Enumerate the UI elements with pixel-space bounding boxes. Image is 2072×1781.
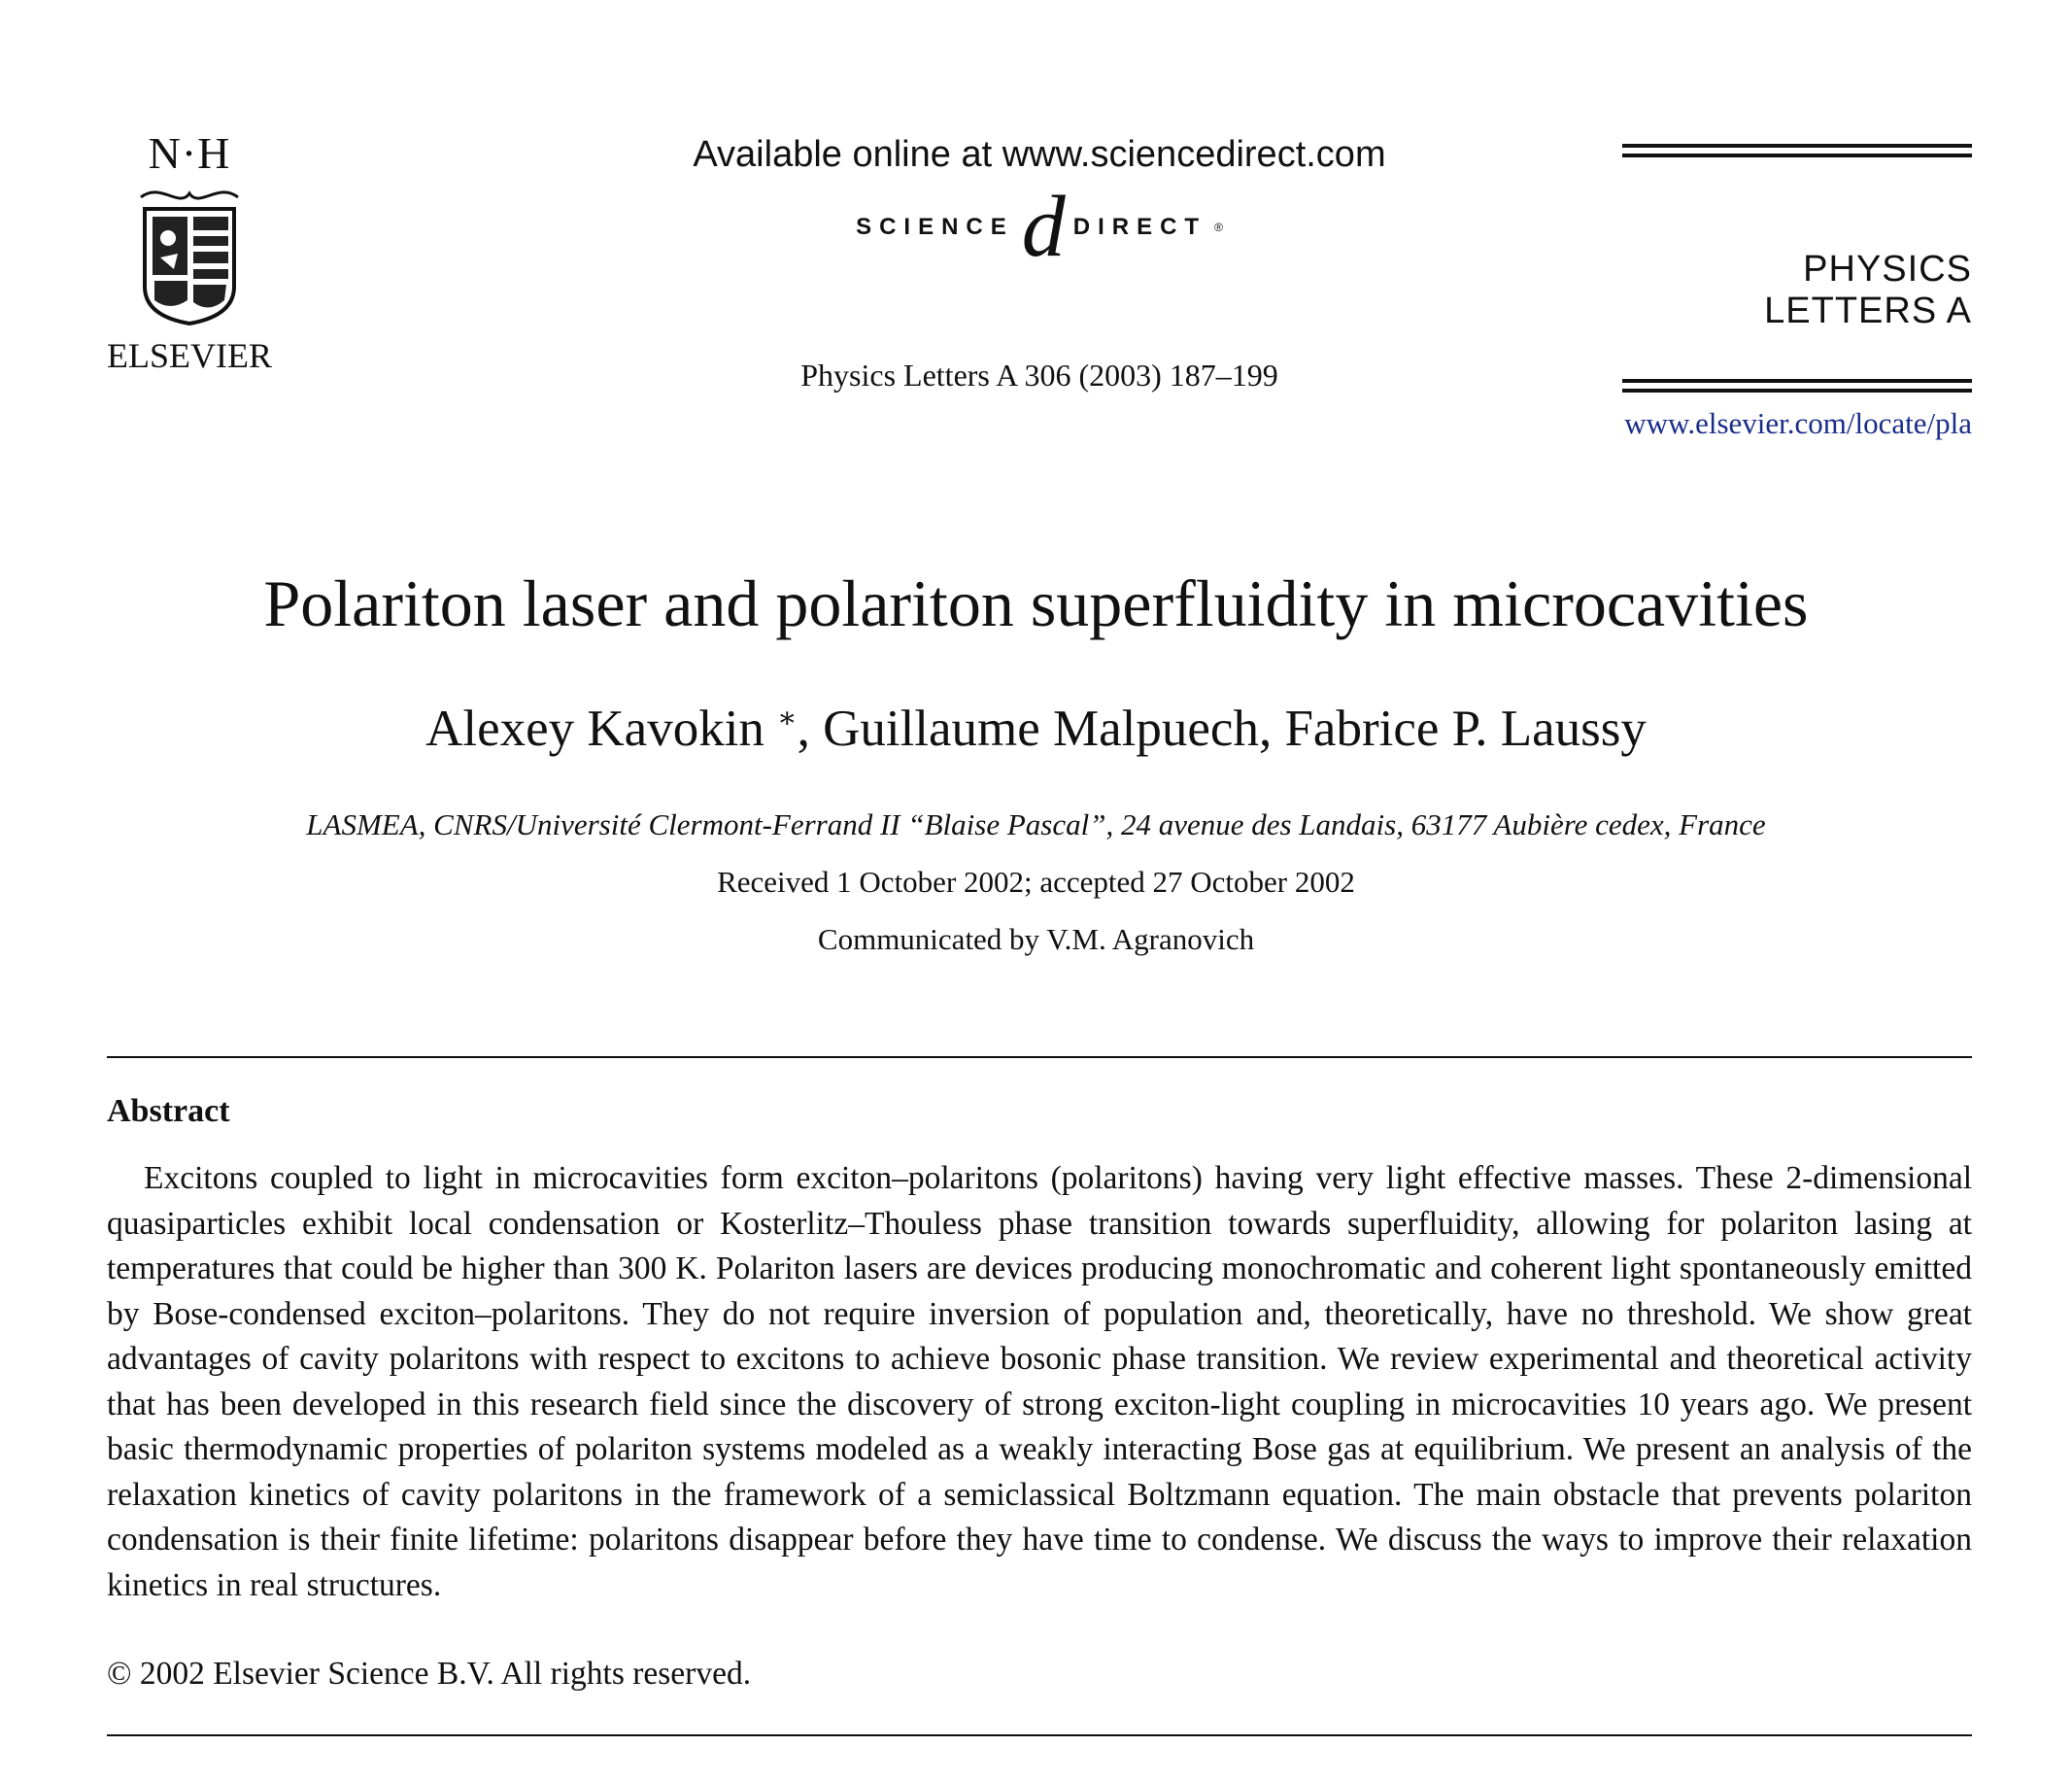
publisher-logo xyxy=(107,128,272,376)
abstract-bottom-rule xyxy=(107,1734,1972,1736)
publisher-monogram: N·H xyxy=(148,128,231,178)
author-list xyxy=(0,700,2072,758)
elsevier-tree-icon xyxy=(131,180,248,325)
journal-url-link[interactable]: www.elsevier.com/locate/pla xyxy=(1624,406,1972,440)
sd-mark: d xyxy=(1021,179,1066,275)
sd-registered: ® xyxy=(1214,221,1223,234)
masthead-bottom-rule xyxy=(1622,379,1972,393)
sd-right-word: DIRECT xyxy=(1072,214,1207,240)
abstract-heading: Abstract xyxy=(107,1093,230,1129)
abstract-body: Excitons coupled to light in microcavities form exciton–polaritons (polaritons) having very light effective masses. These 2-dimensional quasiparticles exhibit local condensation or Kosterlitz–Thouless phase transition towards superfluidity, allowing for polariton lasing at temperatures that could be higher than 300 K. Polariton lasers are devices producing monochromatic and coherent light spontaneously emitted by Bose-condensed exciton–polaritons. They do not require inversion of population and, theoretically, have no threshold. We show great advantages of cavity polaritons with respect to excitons to achieve bosonic phase transition. We review experimental and theoretical activity that has been developed in this research field since the discovery of strong exciton-light coupling in microcavities 10 years ago. We present basic thermodynamic properties of polariton systems modeled as a weakly interacting Bose gas at equilibrium. We present an analysis of the relaxation kinetics of cavity polaritons in the framework of a semiclassical Boltzmann equation. The main obstacle that prevents polariton condensation is their finite lifetime: polaritons disappear before they have time to condense. We discuss the ways to improve their relaxation kinetics in real structures. xyxy=(107,1160,1972,1603)
copyright-notice: © 2002 Elsevier Science B.V. All rights reserved. xyxy=(107,1656,752,1692)
available-online-text: Available online at www.sciencedirect.com xyxy=(693,134,1386,175)
journal-name: PHYSICS LETTERS A xyxy=(1764,249,1972,331)
publisher-name: ELSEVIER xyxy=(107,336,272,375)
other-authors: , Guillaume Malpuech, Fabrice P. Laussy xyxy=(797,701,1647,757)
sd-left-word: SCIENCE xyxy=(856,214,1014,240)
communicated-by: Communicated by V.M. Agranovich xyxy=(817,922,1255,956)
journal-masthead xyxy=(1622,144,1972,332)
corresponding-author-mark[interactable]: ∗ xyxy=(777,702,798,735)
abstract-top-rule xyxy=(107,1056,1972,1058)
sciencedirect-header xyxy=(622,134,1457,275)
received-dates: Received 1 October 2002; accepted 27 October 2002 xyxy=(717,865,1355,899)
article-title: Polariton laser and polariton superfluidity in microcavities xyxy=(263,566,1809,640)
masthead-top-rule xyxy=(1622,144,1972,157)
sciencedirect-logo xyxy=(622,179,1457,275)
affiliation: LASMEA, CNRS/Université Clermont-Ferrand II “Blaise Pascal”, 24 avenue des Landais, 63177 Aubière cedex, France xyxy=(306,807,1766,841)
author-1: Alexey Kavokin xyxy=(425,701,764,757)
journal-citation: Physics Letters A 306 (2003) 187–199 xyxy=(800,358,1278,393)
